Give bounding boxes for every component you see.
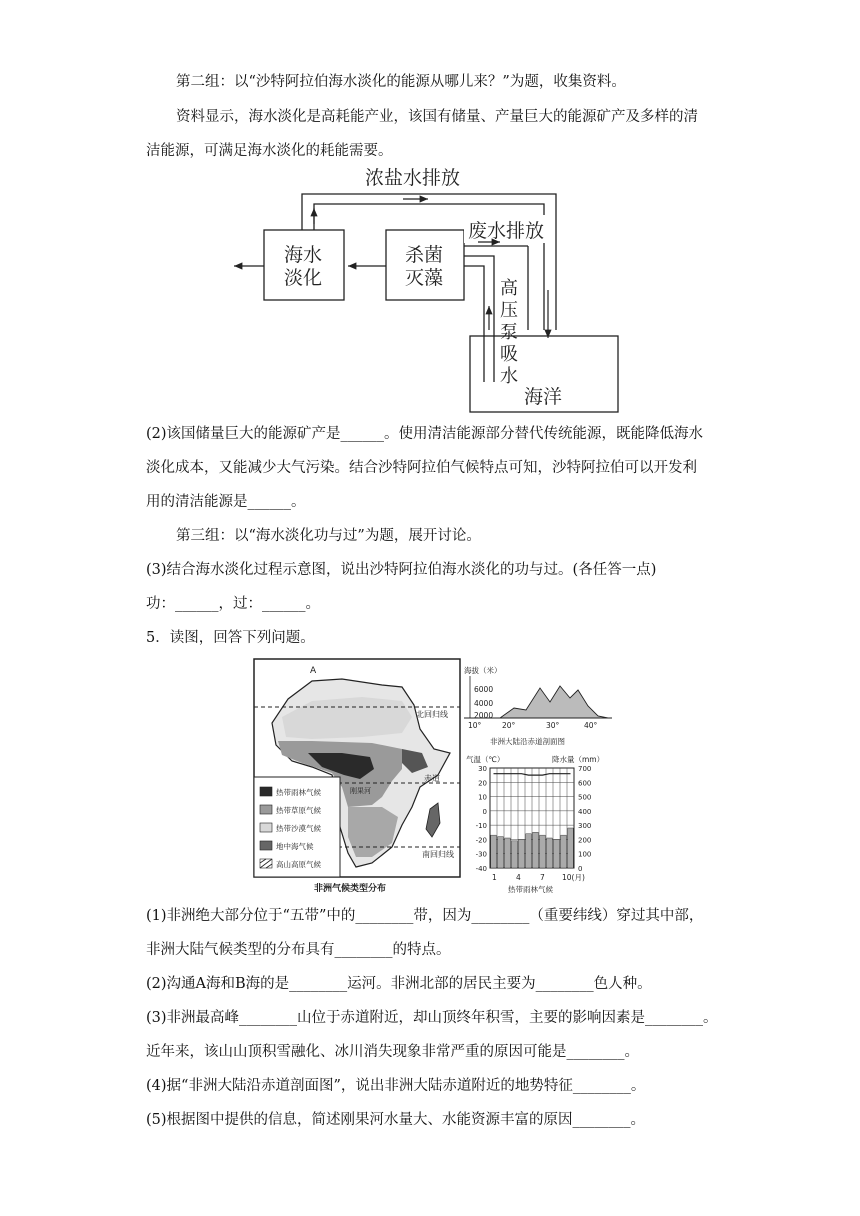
profile-ytick-2000: 2000 bbox=[474, 711, 494, 720]
climate-chart bbox=[464, 752, 614, 894]
q3-line1: (3)结合海水淡化过程示意图，说出沙特阿拉伯海水淡化的功与过。(各任答一点) bbox=[146, 562, 657, 578]
precip-bar-10 bbox=[554, 839, 559, 868]
precip-bar-3 bbox=[505, 838, 510, 868]
tropic-south-label: 南回归线 bbox=[422, 850, 454, 859]
legend-desert: 热带沙漠气候 bbox=[276, 824, 321, 833]
precip-bar-12 bbox=[568, 828, 573, 868]
temp-tick: -30 bbox=[475, 850, 487, 859]
group2-para-line1: 资料显示，海水淡化是高耗能产业，该国有储量、产量巨大的能源矿产及多样的清 bbox=[176, 109, 698, 125]
precip-tick: 0 bbox=[578, 865, 583, 873]
precip-bar-8 bbox=[540, 835, 545, 868]
profile-terrain bbox=[500, 686, 608, 718]
group2-para-line2: 洁能源，可满足海水淡化的耗能需要。 bbox=[146, 143, 393, 159]
ocean-label: 海洋 bbox=[524, 386, 563, 408]
precip-bar-1 bbox=[491, 835, 496, 868]
profile-ytick-4000: 4000 bbox=[474, 699, 494, 708]
pump-char-5: 水 bbox=[500, 366, 518, 387]
precip-bar-9 bbox=[547, 838, 552, 868]
precip-tick: 100 bbox=[578, 850, 592, 859]
brine-label: 浓盐水排放 bbox=[365, 167, 461, 189]
legend-rainforest: 热带雨林气候 bbox=[276, 788, 321, 797]
wastewater-label: 废水排放 bbox=[468, 220, 545, 242]
temp-tick: 0 bbox=[482, 807, 487, 816]
tropic-north-label: 北回归线 bbox=[416, 710, 448, 719]
desalination-diagram bbox=[228, 160, 628, 416]
map-label-a: A bbox=[310, 666, 317, 676]
precip-bar-6 bbox=[526, 834, 531, 868]
group2-heading: 第二组：以“沙特阿拉伯海水淡化的能源从哪儿来？”为题，收集资料。 bbox=[176, 74, 626, 90]
q2-line3: 用的清洁能源是______。 bbox=[146, 494, 306, 510]
precip-bar-5 bbox=[519, 839, 524, 868]
profile-ytick-6000: 6000 bbox=[474, 685, 494, 694]
precip-tick: 200 bbox=[578, 836, 592, 845]
climate-precip-label: 降水量（mm） bbox=[552, 755, 605, 764]
legend-highland: 高山高原气候 bbox=[276, 860, 321, 869]
precip-tick: 300 bbox=[578, 822, 592, 831]
pump-char-3: 泵 bbox=[500, 322, 518, 343]
profile-caption: 非洲大陆沿赤道剖面图 bbox=[490, 737, 565, 746]
q5-5: (5)根据图中提供的信息，简述刚果河水量大、水能资源丰富的原因________。 bbox=[146, 1112, 646, 1128]
q2-line1: (2)该国储量巨大的能源矿产是______。使用清洁能源部分替代传统能源，既能降低海水 bbox=[146, 426, 704, 442]
desal-line1: 海水 bbox=[284, 244, 323, 266]
q5-2: (2)沟通A海和B海的是________运河。非洲北部的居民主要为________色人种。 bbox=[146, 976, 652, 992]
precip-tick: 600 bbox=[578, 779, 592, 788]
temp-tick: 20 bbox=[478, 779, 487, 788]
precip-tick: 700 bbox=[578, 765, 592, 773]
profile-xtick-10: 10° bbox=[468, 721, 482, 730]
climate-caption: 热带雨林气候 bbox=[508, 885, 553, 894]
sterilize-line1: 杀菌 bbox=[405, 244, 444, 266]
profile-xtick-20: 20° bbox=[502, 721, 516, 730]
precip-bar-2 bbox=[498, 837, 503, 868]
temp-tick: 30 bbox=[478, 765, 487, 773]
precip-bar-7 bbox=[533, 832, 538, 868]
congo-label: 刚果河 bbox=[350, 787, 371, 795]
profile-xtick-40: 40° bbox=[584, 721, 598, 730]
equator-label: 赤道 bbox=[424, 774, 440, 783]
month-10: 10(月) bbox=[562, 873, 585, 882]
q5-4: (4)据“非洲大陆沿赤道剖面图”，说出非洲大陆赤道附近的地势特征________。 bbox=[146, 1078, 646, 1094]
pump-char-4: 吸 bbox=[500, 344, 518, 365]
equator-profile-chart bbox=[464, 662, 612, 752]
pump-char-1: 高 bbox=[500, 278, 518, 299]
profile-xtick-30: 30° bbox=[546, 721, 560, 730]
temp-tick: -40 bbox=[475, 865, 487, 873]
profile-ylabel: 海拔（米） bbox=[464, 666, 502, 675]
climate-temp-label: 气温（℃） bbox=[466, 755, 505, 764]
precip-tick: 400 bbox=[578, 807, 592, 816]
temp-tick: -10 bbox=[475, 822, 487, 831]
precip-bar-4 bbox=[512, 841, 517, 868]
month-1: 1 bbox=[492, 873, 497, 882]
q5-3-line1: (3)非洲最高峰________山位于赤道附近，却山顶终年积雪，主要的影响因素是________。 bbox=[146, 1010, 718, 1026]
month-7: 7 bbox=[540, 873, 545, 882]
legend-savanna: 热带草原气候 bbox=[276, 806, 321, 815]
q5-1-line2: 非洲大陆气候类型的分布具有________的特点。 bbox=[146, 942, 451, 958]
desal-line2: 淡化 bbox=[284, 267, 323, 289]
q5-1-line1: (1)非洲绝大部分位于“五带”中的________带，因为________（重要纬线）穿过其中部， bbox=[146, 908, 704, 924]
month-4: 4 bbox=[516, 873, 521, 882]
legend-mediterranean: 地中海气候 bbox=[276, 842, 314, 851]
map-caption: 非洲气候类型分布 bbox=[314, 884, 387, 894]
q5-title: 5．读图，回答下列问题。 bbox=[146, 630, 315, 646]
q5-3-line2: 近年来，该山山顶积雪融化、冰川消失现象非常严重的原因可能是________。 bbox=[146, 1044, 639, 1060]
q3-line2: 功：______，过：______。 bbox=[146, 596, 320, 612]
temp-tick: 10 bbox=[478, 793, 487, 802]
africa-climate-map bbox=[252, 657, 464, 895]
precip-tick: 500 bbox=[578, 793, 592, 802]
sterilize-line2: 灭藻 bbox=[405, 267, 444, 289]
precip-bar-11 bbox=[561, 835, 566, 868]
group3-heading: 第三组：以“海水淡化功与过”为题，展开讨论。 bbox=[176, 528, 481, 544]
pump-char-2: 压 bbox=[500, 300, 518, 321]
q2-line2: 淡化成本，又能减少大气污染。结合沙特阿拉伯气候特点可知，沙特阿拉伯可以开发利 bbox=[146, 460, 697, 476]
temp-tick: -20 bbox=[475, 836, 487, 845]
